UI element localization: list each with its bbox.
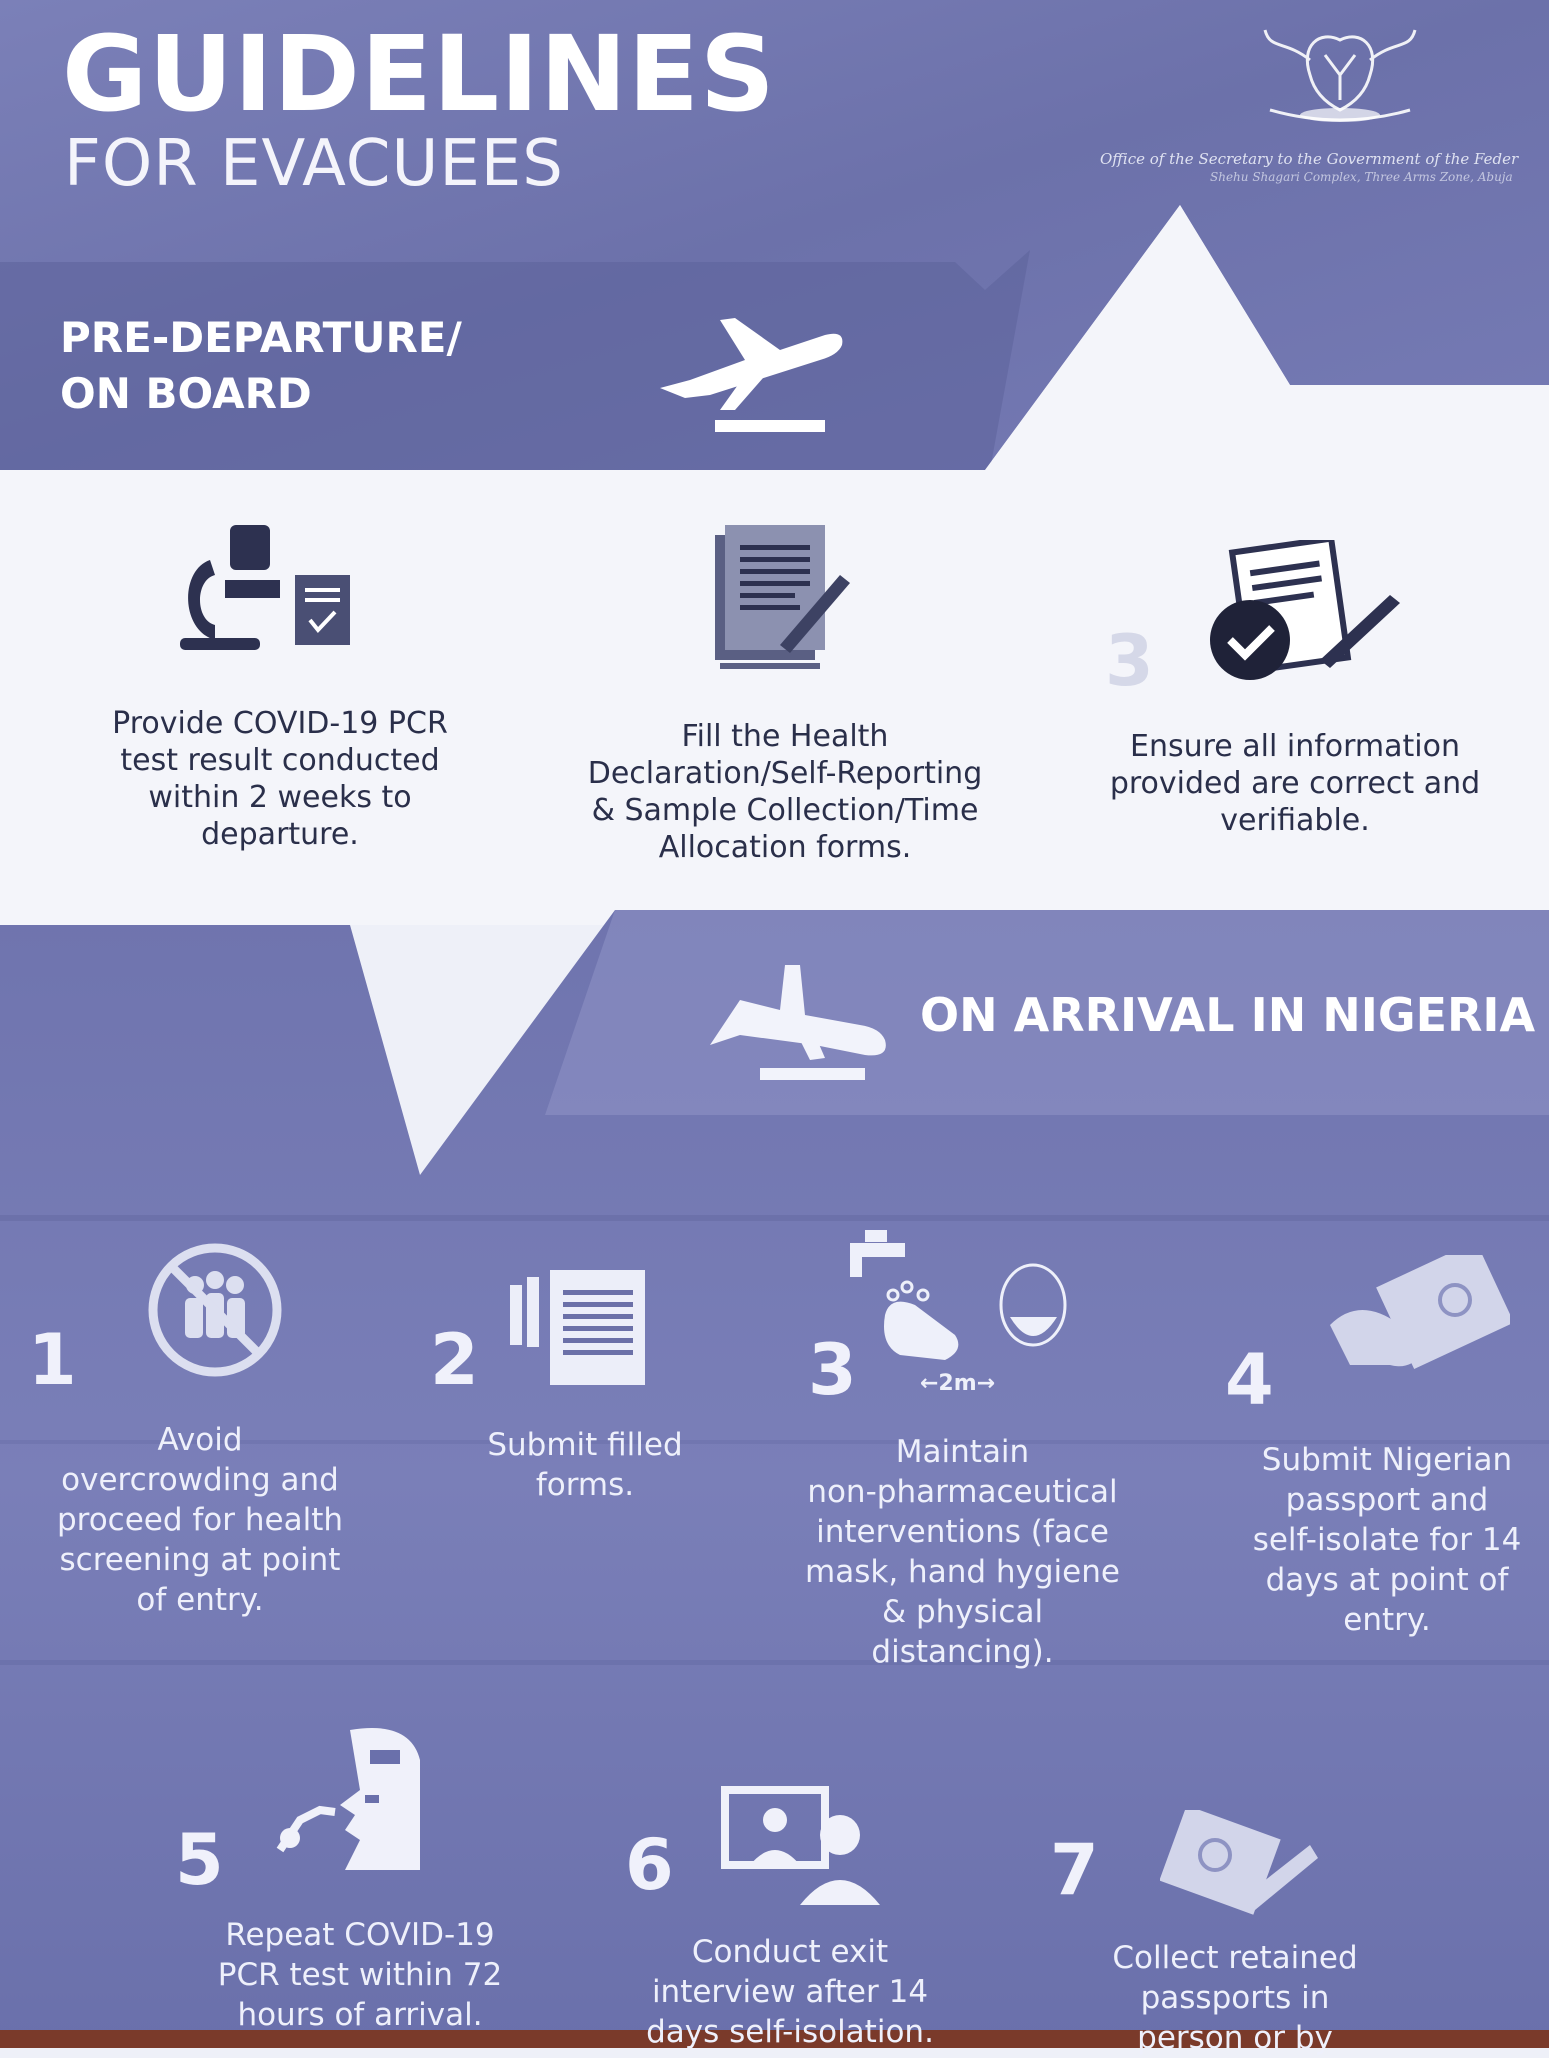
text-line: Allocation forms. (658, 830, 912, 865)
arrival-step-4-number: 4 (1225, 1339, 1274, 1421)
text-line: of entry. (136, 1582, 264, 1618)
text-line: test result conducted (120, 743, 440, 778)
text-line: screening at point (59, 1542, 341, 1578)
text-line: interventions (face (816, 1514, 1109, 1550)
text-line: Collect retained (1112, 1940, 1358, 1976)
handwash-mask-icon (845, 1225, 1085, 1395)
text-line: Conduct exit (691, 1934, 889, 1970)
distance-label: ←2m→ (920, 1371, 996, 1395)
text-line: self-isolate for 14 (1252, 1522, 1522, 1558)
text-line: Ensure all information (1129, 729, 1460, 764)
text-line: forms. (535, 1467, 635, 1503)
arrival-step-2-number: 2 (430, 1319, 479, 1401)
text-line: provided are correct and (1109, 766, 1481, 801)
microscope-report-icon (170, 520, 370, 660)
text-line: mask, hand hygiene (805, 1554, 1120, 1590)
pre-step-1-text (80, 705, 480, 853)
pre-departure-heading-line-2: ON BOARD (60, 369, 312, 418)
nigeria-coat-of-arms-icon (1240, 0, 1440, 130)
plane-landing-icon (700, 940, 900, 1090)
text-line: Submit filled (487, 1427, 683, 1463)
arrival-step-5-number: 5 (175, 1819, 224, 1901)
text-line: Declaration/Self-Reporting (587, 756, 983, 791)
text-line: passports in (1140, 1980, 1330, 2016)
pre-step-2-text (560, 718, 1010, 866)
arrival-step-5-text (175, 1915, 545, 2035)
page-title: GUIDELINES (62, 13, 776, 135)
no-crowd-icon (145, 1240, 285, 1380)
text-line: verifiable. (1220, 803, 1370, 838)
pre-departure-heading-line-1: PRE-DEPARTURE/ (60, 313, 462, 362)
passport-return-icon (1160, 1810, 1320, 1920)
text-line: Maintain (895, 1434, 1030, 1470)
text-line: interview after 14 (651, 1974, 929, 2010)
text-line: distancing). (871, 1634, 1054, 1670)
arrival-step-1-text (40, 1420, 360, 1620)
checked-document-pen-icon (1200, 540, 1410, 690)
arrival-step-7-text (1060, 1938, 1410, 2058)
page-subtitle: FOR EVACUEES (64, 127, 564, 201)
text-line: PCR test within 72 (217, 1957, 503, 1993)
nasal-swab-icon (270, 1720, 440, 1880)
arrival-step-6-number: 6 (625, 1824, 674, 1906)
pre-step-3-number: 3 (1105, 620, 1154, 702)
video-call-icon (720, 1785, 880, 1905)
arrival-step-3-number: 3 (808, 1329, 857, 1411)
form-pen-icon (690, 525, 860, 675)
passport-hand-icon (1320, 1255, 1510, 1395)
arrival-step-1-number: 1 (28, 1319, 77, 1401)
text-line: proceed for health (56, 1502, 344, 1538)
arrival-step-4-text (1225, 1440, 1549, 1640)
office-line-1: Office of the Secretary to the Government of the Feder (1100, 150, 1519, 168)
text-line: entry. (1343, 1602, 1431, 1638)
text-line: & physical (881, 1594, 1044, 1630)
arrival-step-2-text (440, 1425, 730, 1505)
text-line: within 2 weeks to (148, 780, 412, 815)
plane-takeoff-icon (650, 300, 850, 440)
text-line: Fill the Health (681, 719, 889, 754)
text-line: non-pharmaceutical (807, 1474, 1118, 1510)
text-line: & Sample Collection/Time (591, 793, 979, 828)
text-line: hours of arrival. (237, 1997, 483, 2033)
office-line-2: Shehu Shagari Complex, Three Arms Zone, Abuja (1210, 170, 1513, 184)
text-line: passport and (1285, 1482, 1489, 1518)
on-arrival-heading: ON ARRIVAL IN NIGERIA (920, 988, 1536, 1042)
arrival-step-7-number: 7 (1050, 1829, 1099, 1911)
text-line: Avoid (157, 1422, 243, 1458)
documents-icon (505, 1265, 655, 1390)
text-line: Provide COVID-19 PCR (112, 706, 448, 741)
office-caption (1100, 150, 1549, 186)
text-line: departure. (201, 817, 359, 852)
pre-step-3-text (1080, 728, 1510, 839)
text-line: Submit Nigerian (1261, 1442, 1513, 1478)
text-line: days self-isolation. (646, 2014, 934, 2050)
text-line: overcrowding and (61, 1462, 339, 1498)
text-line: Repeat COVID-19 (225, 1917, 495, 1953)
arrival-step-3-text (775, 1432, 1150, 1672)
arrival-step-6-text (600, 1932, 980, 2052)
text-line: days at point of (1265, 1562, 1509, 1598)
pre-departure-heading (60, 310, 462, 422)
text-line: person or by (1137, 2020, 1333, 2056)
